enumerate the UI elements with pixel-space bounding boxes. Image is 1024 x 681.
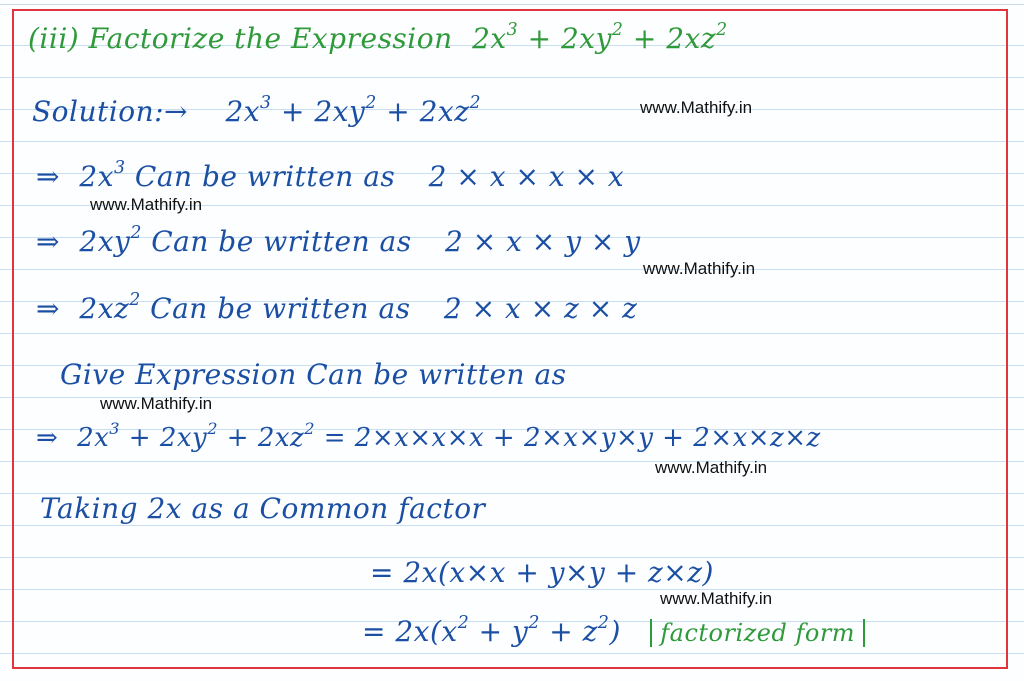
question-number: (iii) (28, 22, 80, 55)
implies-icon: ⇒ (36, 160, 60, 193)
implies-icon: ⇒ (36, 292, 60, 325)
combined-rhs: = 2×x×x×x + 2×x×y×y + 2×x×z×z (314, 423, 821, 453)
watermark: www.Mathify.in (100, 394, 213, 413)
implies-icon: ⇒ (36, 225, 60, 258)
step-line: ⇒ $2xy^2$ Can be written as 2 × x × y × y (36, 222, 641, 258)
result-line: = 2x(x×x + y×y + z×z) (370, 556, 714, 589)
solution-line (32, 92, 481, 128)
final-result-line: = $2x(x^2 + y^2 + z^2)$ factorized form (362, 615, 865, 648)
step-expansion: 2 × x × x × x (428, 160, 625, 193)
question-expression: $2x^3 + 2xy^2 + 2xz^2$ (472, 19, 728, 55)
question-title (28, 19, 728, 55)
watermark: www.Mathify.in (643, 259, 756, 278)
step-expansion: 2 × x × y × y (445, 225, 641, 258)
factorized-form-label: factorized form (650, 619, 865, 647)
common-factor-text: Taking 2x as a Common factor (40, 492, 486, 525)
step-line: ⇒ $2x^3$ Can be written as 2 × x × x × x (36, 157, 625, 193)
given-expression-text: Give Expression Can be written as (60, 358, 567, 391)
step-line: ⇒ $2xz^2$ Can be written as 2 × x × z × z (36, 289, 638, 325)
solution-label: Solution:→ (32, 95, 189, 128)
solution-expression: $2x^3 + 2xy^2 + 2xz^2$ (225, 92, 481, 128)
watermark: www.Mathify.in (660, 589, 773, 608)
watermark: www.Mathify.in (655, 458, 768, 477)
step-expansion: 2 × x × z × z (443, 292, 638, 325)
watermark: www.Mathify.in (90, 195, 203, 214)
implies-icon: ⇒ (36, 423, 59, 453)
question-text: Factorize the Expression (88, 22, 453, 55)
watermark: www.Mathify.in (640, 98, 753, 117)
combined-expression: ⇒ $2x^3 + 2xy^2 + 2xz^2 = 2\times x\times x\times x + 2\times x\times y\times y + 2\times x\times z\times z$ (36, 418, 821, 453)
